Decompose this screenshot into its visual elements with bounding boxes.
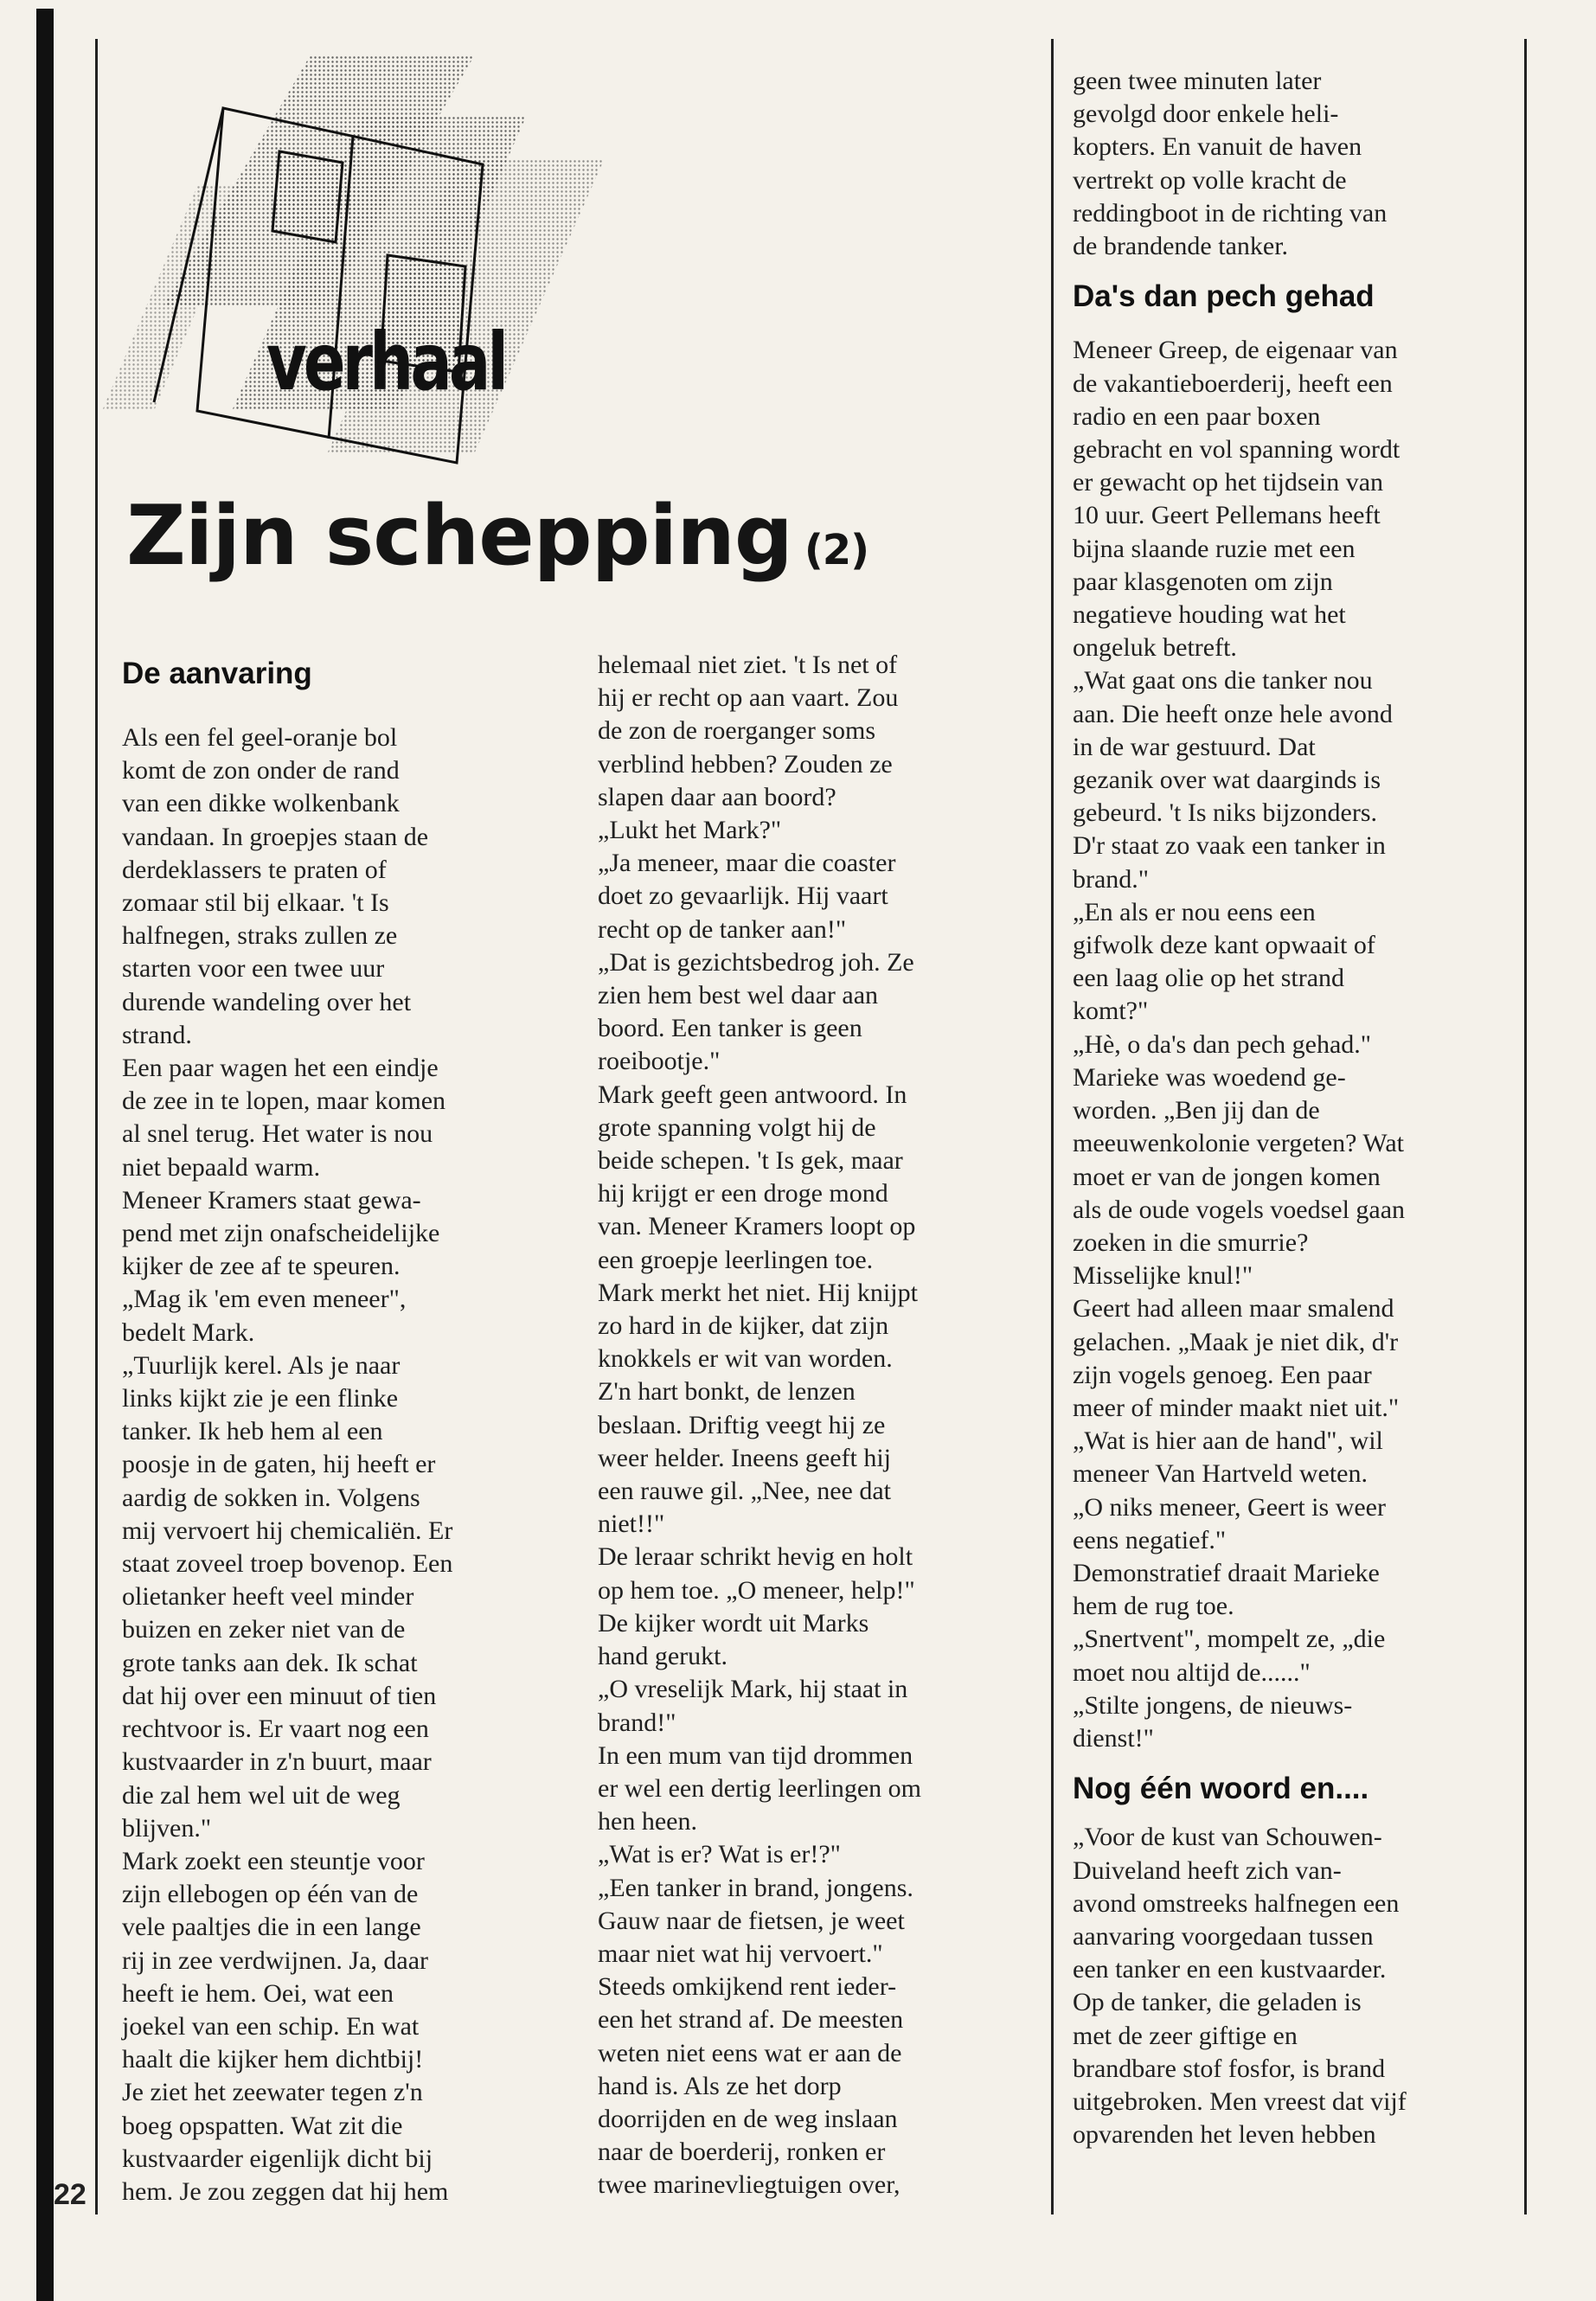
text-line: Op de tanker, die geladen is [1073,1988,1362,2017]
text-line: blijven." [122,1813,212,1843]
text-line: komt de zon onder de rand [122,756,400,785]
text-column-3 [1073,65,1505,2151]
text-line: tanker. Ik heb hem al een [122,1417,383,1446]
text-line: Marieke was woedend ge- [1073,1062,1346,1092]
text-line: al snel terug. Het water is nou [122,1119,433,1149]
text-line: hen heen. [598,1807,697,1836]
text-line: „O niks meneer, Geert is weer [1073,1492,1386,1522]
text-line: de vakantieboerderij, heeft een [1073,369,1393,398]
text-line: helemaal niet ziet. 't Is net of [598,651,898,679]
text-line: in de war gestuurd. Dat [1073,732,1316,761]
text-line: doorrijden en de weg inslaan [598,2104,898,2133]
text-line: brand!" [598,1708,676,1737]
text-line: een groepje leerlingen toe. [598,1245,874,1274]
text-line: komt?" [1073,997,1149,1026]
text-line: beide schepen. 't Is gek, maar [598,1146,903,1176]
text-line: kijker de zee af te speuren. [122,1252,401,1281]
text-line: gifwolk deze kant opwaait of [1073,931,1375,960]
text-line: zo hard in de kijker, dat zijn [598,1311,889,1341]
page-number: 22 [54,2178,87,2211]
text-line: gebracht en vol spanning wordt [1073,435,1401,465]
text-line: heeft ie hem. Oei, wat een [122,1978,394,2008]
text-line: „Wat is hier aan de hand", wil [1073,1426,1383,1456]
text-line: naar de boerderij, ronken er [598,2138,886,2167]
text-line: aanvaring voorgedaan tussen [1073,1921,1374,1951]
text-line: „Mag ik 'em even meneer", [122,1285,407,1314]
column-rule-right [1524,39,1527,2214]
text-line: hand is. Als ze het dorp [598,2071,842,2100]
text-line: Mark geeft geen antwoord. In [598,1080,907,1109]
article-title [126,489,869,584]
text-line: Meneer Kramers staat gewa- [122,1185,421,1215]
text-line: vandaan. In groepjes staan de [122,822,429,851]
text-line: dienst!" [1073,1723,1154,1753]
text-line: hem de rug toe. [1073,1592,1234,1621]
text-line: paar klasgenoten om zijn [1073,567,1333,596]
text-line: negatieve houding wat het [1073,600,1346,630]
text-line: hij er recht op aan vaart. Zou [598,683,899,713]
text-line: Steeds omkijkend rent ieder- [598,1972,897,2002]
text-line: De kijker wordt uit Marks [598,1608,869,1638]
title-text: Zijn schepping [126,489,792,584]
binding-edge [36,9,54,2301]
text-line: zien hem best wel daar aan [598,981,879,1010]
text-line: niet bepaald warm. [122,1152,321,1182]
text-line: D'r staat zo vaak een tanker in [1073,831,1386,861]
text-line: meer of minder maakt niet uit." [1073,1393,1400,1422]
text-line: een rauwe gil. „Nee, nee dat [598,1477,891,1506]
text-line: doet zo gevaarlijk. Hij vaart [598,881,888,911]
section-logo [102,48,604,471]
text-line: De leraar schrikt hevig en holt [598,1542,913,1572]
text-line: weer helder. Ineens geeft hij [598,1443,892,1472]
text-line: boord. Een tanker is geen [598,1014,862,1043]
text-line: bijna slaande ruzie met een [1073,534,1356,563]
text-line: dat hij over een minuut of tien [122,1681,437,1710]
text-line: maar niet wat hij vervoert." [598,1939,883,1968]
text-line: op hem toe. „O meneer, help!" [598,1575,915,1605]
text-line: de zon de roerganger soms [598,716,876,746]
text-line: Duiveland heeft zich van- [1073,1856,1342,1885]
text-line: poosje in de gaten, hij heeft er [122,1450,436,1479]
text-line: eens negatief." [1073,1525,1227,1554]
text-line: derdeklassers te praten of [122,855,387,884]
text-line: als de oude vogels voedsel gaan [1073,1195,1406,1224]
text-line: roeibootje." [598,1047,721,1076]
column-rule-middle [1051,39,1054,2214]
text-line: „Hè, o da's dan pech gehad." [1073,1029,1372,1059]
text-line: „Dat is gezichtsbedrog joh. Ze [598,947,914,977]
text-line: meneer Van Hartveld weten. [1073,1459,1368,1489]
text-line: vertrekt op volle kracht de [1073,165,1347,195]
text-line: brand." [1073,864,1150,894]
text-line: „O vreselijk Mark, hij staat in [598,1675,908,1704]
text-line: Als een fel geel-oranje bol [122,723,398,752]
text-line: gebeurd. 't Is niks bijzonders. [1073,798,1378,828]
text-line: aan. Die heeft onze hele avond [1073,699,1393,728]
text-line: van een dikke wolkenbank [122,789,400,818]
text-line: grote tanks aan dek. Ik schat [122,1648,418,1677]
section-heading: Da's dan pech gehad [1073,279,1375,314]
text-line: een het strand af. De meesten [598,2005,904,2035]
text-line: rij in zee verdwijnen. Ja, daar [122,1945,429,1975]
text-line: staat zoveel troep bovenop. Een [122,1549,453,1579]
text-line: haalt die kijker hem dichtbij! [122,2045,424,2074]
text-line: zomaar stil bij elkaar. 't Is [122,888,389,918]
text-column-2 [598,649,1030,2202]
text-line: durende wandeling over het [122,987,412,1016]
text-line: de brandende tanker. [1073,232,1289,261]
text-line: Mark merkt het niet. Hij knijpt [598,1278,918,1307]
text-line: worden. „Ben jij dan de [1073,1096,1320,1125]
text-line: pend met zijn onafscheidelijke [122,1219,440,1248]
text-line: moet nou altijd de......" [1073,1657,1311,1687]
text-line: hem. Je zou zeggen dat hij hem [122,2176,449,2206]
text-line: ongeluk betreft. [1073,633,1237,663]
text-line: een tanker en een kustvaarder. [1073,1955,1387,1984]
text-line: Je ziet het zeewater tegen z'n [122,2078,423,2107]
text-line: halfnegen, straks zullen ze [122,921,398,951]
text-line: kopters. En vanuit de haven [1073,132,1362,162]
text-line: mij vervoert hij chemicaliën. Er [122,1516,453,1545]
text-line: hij krijgt er een droge mond [598,1179,888,1208]
text-line: uitgebroken. Men vreest dat vijf [1073,2086,1407,2116]
text-line: die zal hem wel uit de weg [122,1780,401,1810]
text-line: „Stilte jongens, de nieuws- [1073,1690,1353,1720]
text-line: moet er van de jongen komen [1073,1162,1381,1191]
text-line: niet!!" [598,1509,665,1539]
text-line: brandbare stof fosfor, is brand [1073,2054,1386,2083]
text-line: boeg opspatten. Wat zit die [122,2111,403,2140]
text-line: „Lukt het Mark?" [598,816,782,845]
text-column-1 [122,657,554,2208]
text-line: verblind hebben? Zouden ze [598,749,893,779]
text-line: reddingboot in de richting van [1073,198,1388,228]
text-line: van. Meneer Kramers loopt op [598,1212,916,1241]
text-line: aardig de sokken in. Volgens [122,1483,420,1512]
text-line: een laag olie op het strand [1073,964,1345,993]
text-line: knokkels er wit van worden. [598,1344,893,1374]
text-line: met de zeer giftige en [1073,2021,1298,2050]
text-line: geen twee minuten later [1073,67,1322,95]
text-line: links kijkt zie je een flinke [122,1384,399,1413]
text-line: Z'n hart bonkt, de lenzen [598,1377,856,1407]
text-line: Misselijke knul!" [1073,1261,1253,1291]
text-line: gelachen. „Maak je niet dik, d'r [1073,1327,1399,1356]
text-line: radio en een paar boxen [1073,401,1321,431]
text-line: „Een tanker in brand, jongens. [598,1873,913,1902]
text-line: beslaan. Driftig veegt hij ze [598,1410,886,1439]
text-line: 10 uur. Geert Pellemans heeft [1073,501,1381,530]
text-line: opvarenden het leven hebben [1073,2120,1376,2150]
text-line: Mark zoekt een steuntje voor [122,1846,425,1875]
text-line: gevolgd door enkele heli- [1073,99,1339,129]
title-part-number: (2) [804,526,869,574]
text-line: er wel een dertig leerlingen om [598,1773,922,1803]
text-line: joekel van een schip. En wat [122,2011,420,2041]
section-heading: Nog één woord en.... [1073,1772,1369,1806]
text-line: twee marinevliegtuigen over, [598,2170,901,2200]
text-line: recht op de tanker aan!" [598,914,847,944]
column-rule-left [95,39,98,2214]
text-line: „Snertvent", mompelt ze, „die [1073,1625,1386,1654]
text-line: kustvaarder eigenlijk dicht bij [122,2144,433,2173]
text-line: zijn vogels genoeg. Een paar [1073,1360,1372,1389]
text-line: bedelt Mark. [122,1317,255,1347]
text-line: starten voor een twee uur [122,954,385,984]
text-line: zijn ellebogen op één van de [122,1880,419,1909]
text-line: weten niet eens wat er aan de [598,2038,902,2067]
text-line: Meneer Greep, de eigenaar van [1073,336,1398,365]
text-line: „En als er nou eens een [1073,897,1316,926]
text-line: zoeken in die smurrie? [1073,1227,1309,1257]
text-line: olietanker heeft veel minder [122,1582,414,1612]
text-line: „Ja meneer, maar die coaster [598,849,896,878]
text-line: strand. [122,1020,192,1049]
text-line: Een paar wagen het een eindje [122,1054,439,1083]
text-line: grote spanning volgt hij de [598,1112,876,1142]
text-line: avond omstreeks halfnegen een [1073,1888,1400,1918]
text-line: gezanik over wat daarginds is [1073,766,1381,795]
text-line: In een mum van tijd drommen [598,1740,913,1770]
section-heading: De aanvaring [122,657,312,690]
text-line: Demonstratief draait Marieke [1073,1558,1380,1587]
text-line: Geert had alleen maar smalend [1073,1294,1394,1324]
section-label: verhaal [266,316,506,408]
text-line: buizen en zeker niet van de [122,1615,406,1644]
text-line: „Wat gaat ons die tanker nou [1073,666,1373,695]
text-line: de zee in te lopen, maar komen [122,1086,446,1116]
text-line: hand gerukt. [598,1642,727,1671]
text-line: kustvaarder in z'n buurt, maar [122,1747,432,1777]
text-line: Gauw naar de fietsen, je weet [598,1906,905,1935]
text-line: vele paaltjes die in een lange [122,1913,421,1942]
text-line: er gewacht op het tijdsein van [1073,468,1384,497]
text-line: „Wat is er? Wat is er!?" [598,1840,841,1869]
text-line: meeuwenkolonie vergeten? Wat [1073,1129,1404,1158]
text-line: slapen daar aan boord? [598,782,836,811]
text-line: „Voor de kust van Schouwen- [1073,1823,1382,1852]
text-line: „Tuurlijk kerel. Als je naar [122,1350,401,1380]
text-line: rechtvoor is. Er vaart nog een [122,1715,429,1744]
